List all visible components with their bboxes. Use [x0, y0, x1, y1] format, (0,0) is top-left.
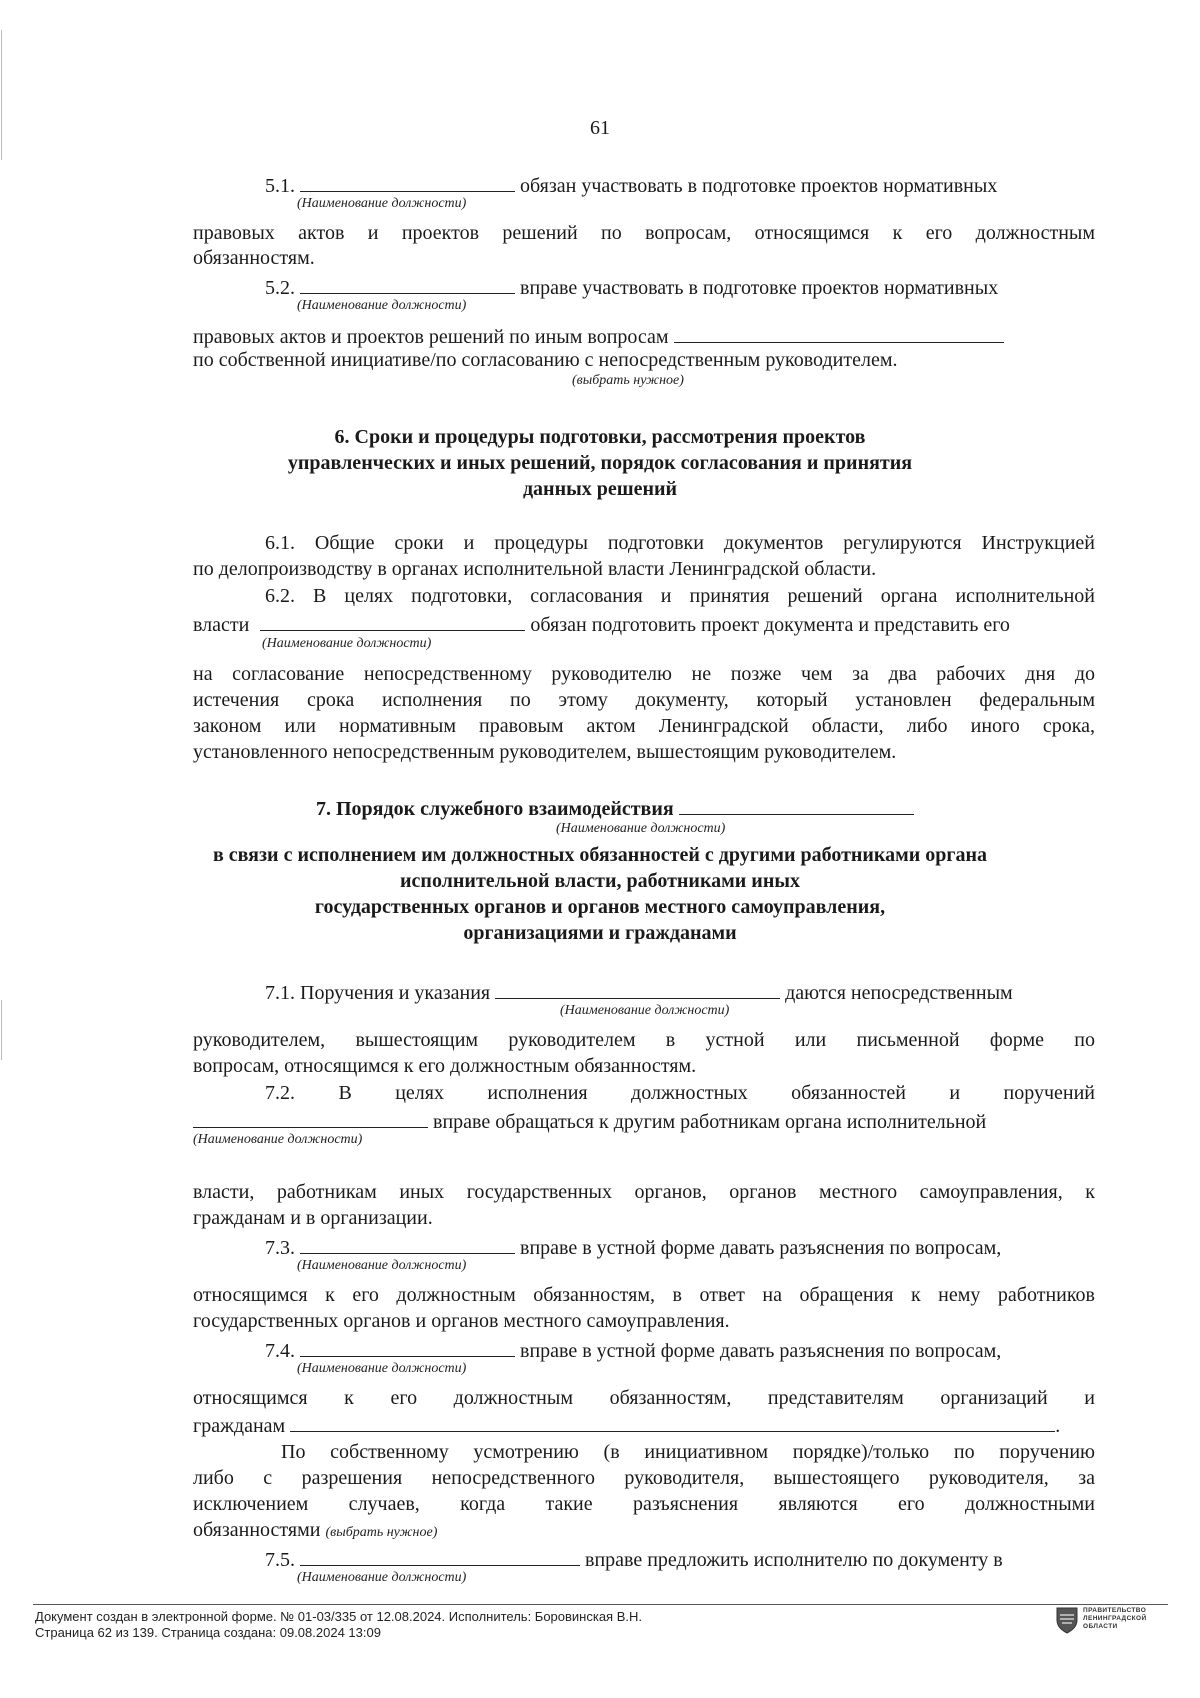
section-7-title-line-5: организациями и гражданами: [463, 922, 737, 944]
paragraph-5-2-line-2: [193, 323, 1004, 349]
clause-text: власти: [193, 614, 250, 636]
paragraph-6-1-line-2: по делопроизводству в органах исполнительной власти Ленинградской области.: [193, 558, 877, 580]
paragraph-5-2-line-3: по собственной инициативе/по согласованию с непосредственным руководителем.: [193, 349, 898, 371]
position-blank: [495, 979, 780, 999]
paragraph-6-1-line-1: 6.1. Общие сроки и процедуры подготовки документов регулируются Инструкцией: [265, 532, 1095, 554]
clause-number: 7.4.: [265, 1340, 295, 1362]
issues-blank: [674, 323, 1004, 343]
position-blank: [300, 1234, 515, 1254]
paragraph-7-2-line-1: 7.2. В целях исполнения должностных обязанностей и поручений: [265, 1082, 1095, 1104]
paragraph-7-1-line-3: вопросам, относящимся к его должностным обязанностям.: [193, 1055, 697, 1077]
position-label: (Наименование должности): [297, 196, 467, 211]
position-blank: [260, 611, 525, 631]
coat-of-arms-icon: [1055, 1606, 1079, 1634]
position-label: (Наименование должности): [556, 821, 726, 836]
paragraph-7-1-line-2: руководителем, вышестоящим руководителем в устной или письменной форме по: [193, 1029, 1095, 1051]
choose-label: (выбрать нужное): [572, 373, 684, 388]
position-label: (Наименование должности): [262, 636, 432, 651]
position-blank: [193, 1108, 428, 1128]
paragraph-5-1-line-3: обязанностям.: [193, 247, 315, 269]
section-7-title-line-3: исполнительной власти, работниками иных: [400, 870, 800, 892]
clause-text: вправе в устной форме давать разъяснения по вопросам,: [520, 1340, 1002, 1362]
clause-text: вправе обращаться к другим работникам органа исполнительной: [433, 1111, 987, 1133]
paragraph-7-3-line-3: государственных органов и органов местного самоуправления.: [193, 1310, 730, 1332]
position-blank: [300, 1337, 515, 1357]
paragraph-7-4-line-5: либо с разрешения непосредственного руководителя, вышестоящего руководителя, за: [193, 1467, 1095, 1489]
position-label: (Наименование должности): [297, 1570, 467, 1585]
position-label: (Наименование должности): [560, 1003, 730, 1018]
scan-edge: [1, 1000, 2, 1060]
paragraph-7-4-line-2: относящимся к его должностным обязанностям, представителям организаций и: [193, 1387, 1095, 1409]
paragraph-5-1-line-2: правовых актов и проектов решений по вопросам, относящимся к его должностным: [193, 222, 1095, 244]
paragraph-7-3-line-1: [265, 1234, 1001, 1260]
choose-label: (выбрать нужное): [325, 1525, 438, 1540]
section-6-title-line-1: 6. Сроки и процедуры подготовки, рассмотрения проектов: [334, 426, 866, 448]
paragraph-7-4-line-1: [265, 1337, 1001, 1363]
paragraph-7-5-line-1: [265, 1546, 1003, 1572]
paragraph-7-1-line-1: [265, 979, 1013, 1005]
clause-text: вправе участвовать в подготовке проектов нормативных: [520, 277, 999, 299]
clause-number: 7.3.: [265, 1237, 295, 1259]
logo-text-line: ПРАВИТЕЛЬСТВО: [1083, 1607, 1147, 1614]
section-6-title-line-2: управленческих и иных решений, порядок согласования и принятия: [287, 452, 913, 474]
clause-text: вправе в устной форме давать разъяснения по вопросам,: [520, 1237, 1002, 1259]
paragraph-5-2-line-1: [265, 274, 998, 300]
clause-text: правовых актов и проектов решений по иным вопросам: [193, 326, 669, 348]
clause-text: даются непосредственным: [785, 982, 1013, 1004]
clause-text: обязан участвовать в подготовке проектов нормативных: [520, 175, 998, 197]
paragraph-7-2-line-2: [193, 1108, 986, 1134]
clause-text: гражданам: [193, 1415, 286, 1437]
section-7-title-line-4: государственных органов и органов местного самоуправления,: [314, 896, 886, 918]
section-7-title-line-2: в связи с исполнением им должностных обязанностей с другими работниками органа: [212, 844, 988, 866]
paragraph-7-4-line-7: [193, 1518, 437, 1542]
paragraph-6-2-line-5: законом или нормативным правовым актом Ленинградской области, либо иного срока,: [193, 715, 1095, 737]
position-label: (Наименование должности): [297, 1258, 467, 1273]
page-number: 61: [590, 117, 610, 139]
section-title-text: 7. Порядок служебного взаимодействия: [316, 798, 674, 820]
paragraph-6-2-line-2: [193, 611, 1010, 637]
position-label: (Наименование должности): [297, 298, 467, 313]
paragraph-6-2-line-3: на согласование непосредственному руководителю не позже чем за два рабочих дня до: [193, 663, 1095, 685]
paragraph-7-2-line-3: власти, работникам иных государственных органов, органов местного самоуправления, к: [193, 1181, 1095, 1203]
position-blank: [679, 795, 914, 815]
clause-number: 7.5.: [265, 1549, 295, 1571]
position-label: (Наименование должности): [297, 1361, 467, 1376]
paragraph-7-4-line-3: [193, 1412, 1060, 1438]
logo-text: [1083, 1607, 1147, 1631]
paragraph-7-2-line-4: гражданам и в организации.: [193, 1207, 433, 1229]
paragraph-7-3-line-2: относящимся к его должностным обязанностям, в ответ на обращения к нему работников: [193, 1284, 1095, 1306]
clause-text: вправе предложить исполнителю по документу в: [585, 1549, 1003, 1571]
paragraph-6-2-line-6: установленного непосредственным руководителем, вышестоящим руководителем.: [193, 741, 897, 763]
paragraph-6-2-line-4: истечения срока исполнения по этому документу, который установлен федеральным: [193, 689, 1095, 711]
logo-text-line: ОБЛАСТИ: [1083, 1623, 1118, 1630]
paragraph-7-4-line-6: исключением случаев, когда такие разъяснения являются его должностными: [193, 1493, 1095, 1515]
position-label: (Наименование должности): [193, 1132, 363, 1147]
clause-number: 5.1.: [265, 175, 295, 197]
clause-text: обязанностями: [193, 1519, 321, 1541]
position-blank: [300, 172, 515, 192]
section-6-title-line-3: данных решений: [522, 478, 678, 500]
footer-line-1: Документ создан в электронной форме. № 01-03/335 от 12.08.2024. Исполнитель: Боровинская В.Н.: [35, 1609, 642, 1624]
position-blank: [300, 1546, 580, 1566]
citizens-blank: [290, 1412, 1055, 1432]
section-7-title-line-1: [316, 795, 914, 822]
footer-rule: [33, 1604, 1168, 1605]
clause-text: .: [1055, 1415, 1061, 1437]
position-blank: [300, 274, 515, 294]
paragraph-5-1-line-1: [265, 172, 997, 198]
logo-text-line: ЛЕНИНГРАДСКОЙ: [1083, 1615, 1147, 1622]
footer-line-2: Страница 62 из 139. Страница создана: 09.08.2024 13:09: [35, 1625, 381, 1640]
clause-text: 7.1. Поручения и указания: [265, 982, 491, 1004]
clause-number: 5.2.: [265, 277, 295, 299]
paragraph-7-4-line-4: По собственному усмотрению (в инициативном порядке)/только по поручению: [281, 1441, 1095, 1463]
paragraph-6-2-line-1: 6.2. В целях подготовки, согласования и принятия решений органа исполнительной: [265, 585, 1095, 607]
scan-edge: [1, 30, 2, 160]
clause-text: обязан подготовить проект документа и представить его: [530, 614, 1010, 636]
